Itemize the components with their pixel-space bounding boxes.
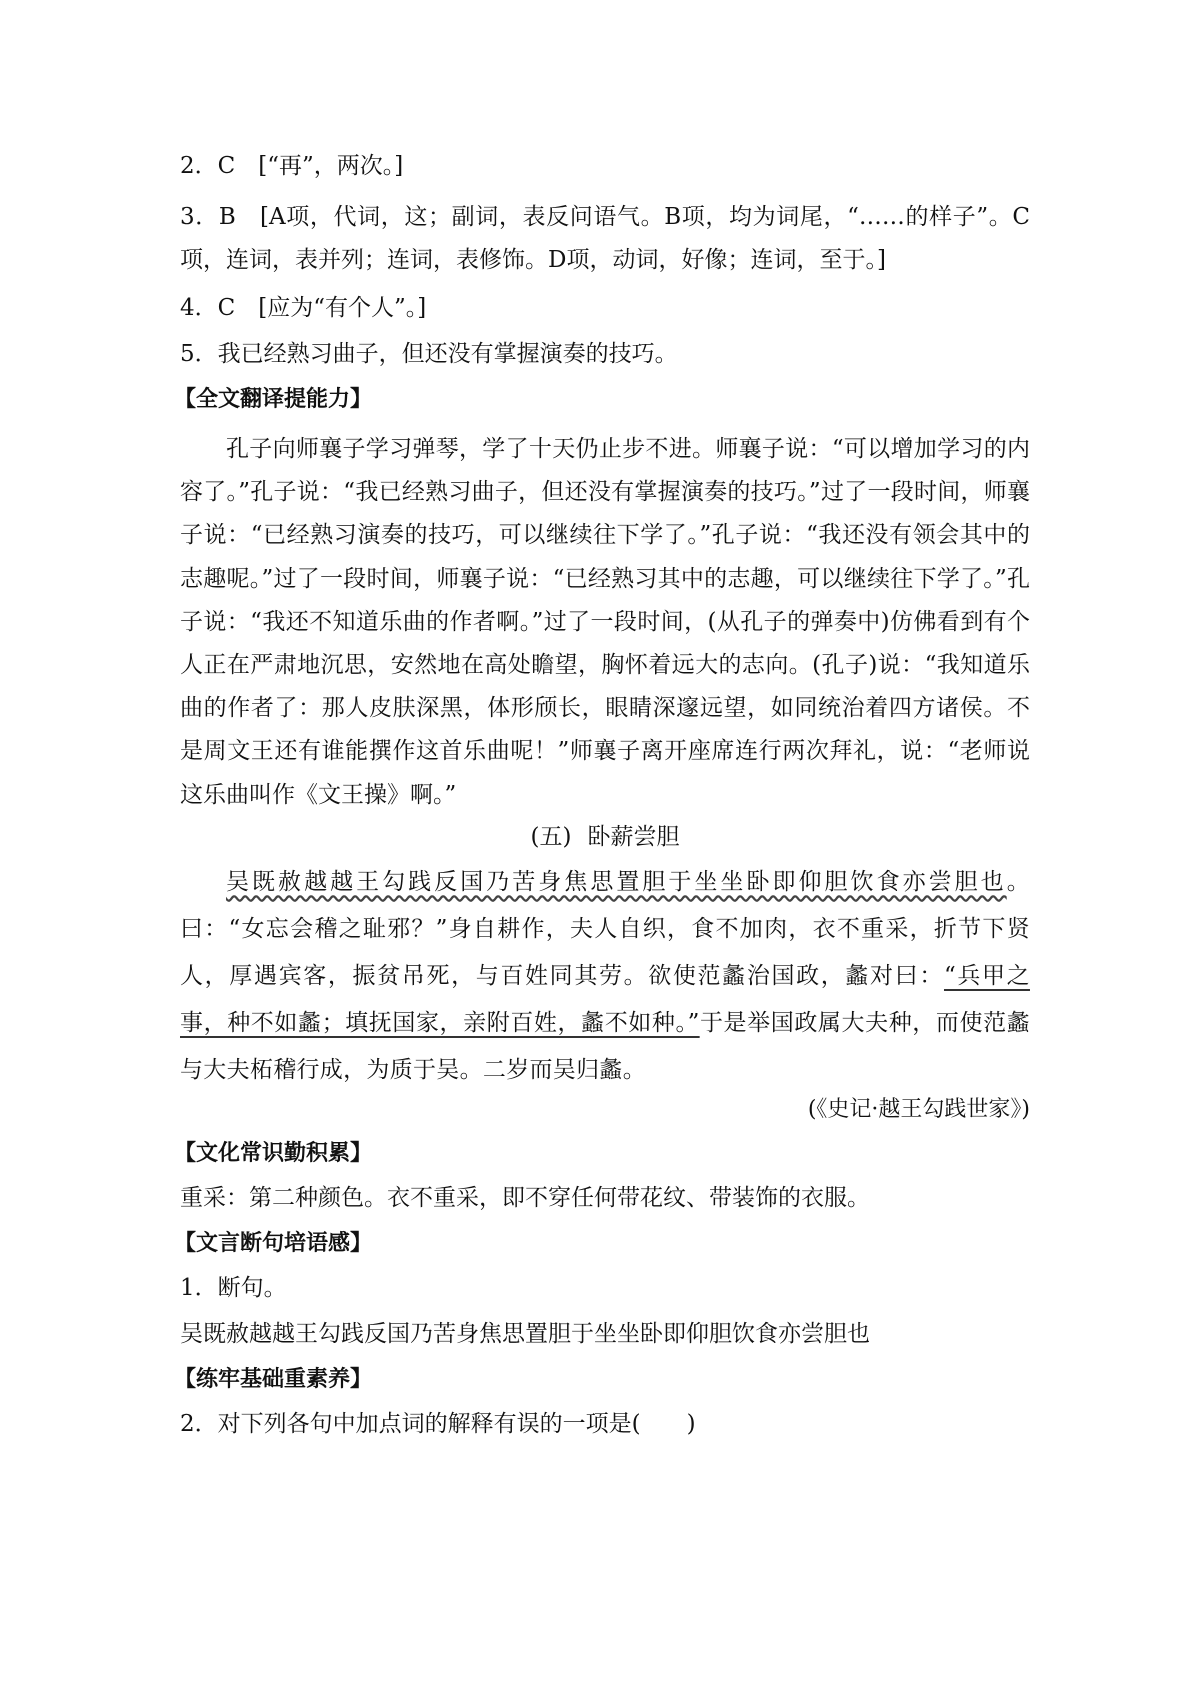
answer-4: 4．C [应为“有个人”。] [180, 295, 427, 321]
section-title [180, 821, 1030, 853]
classical-passage [180, 859, 1030, 1094]
punctuation-q1-text: 吴既赦越越王勾践反国乃苦身焦思置胆于坐坐卧即仰胆饮食亦尝胆也 [180, 1320, 870, 1347]
punctuation-heading: 【文言断句培语感】 [174, 1230, 373, 1256]
answer-5: 5．我已经熟习曲子，但还没有掌握演奏的技巧。 [180, 341, 678, 367]
punctuation-q1: 1．断句。 [180, 1274, 287, 1301]
passage-part-2: 于是举国政属大夫种，而使范蠡与大夫柘稽行成，为质于吴。二岁而吴归蠡。 [180, 1009, 1030, 1083]
translation-heading: 【全文翻译提能力】 [174, 387, 373, 412]
basics-heading: 【练牢基础重素养】 [174, 1366, 373, 1392]
answer-3: 3．B [A项，代词，这；副词，表反问语气。B项，均为词尾，“……的样子”。C项，连词，表并列；连词，表修饰。D项，动词，好像；连词，至于。] [180, 204, 1030, 273]
passage-source: (《史记·越王勾践世家》) [807, 1096, 1030, 1122]
document-page [174, 150, 1030, 1454]
passage-underlined-segment: “兵甲之事，种不如蠡；填抚国家，亲附百姓，蠡不如种。” [180, 962, 1030, 1036]
passage-part-1: 。曰：“女忘会稽之耻邪？”身自耕作，夫人自织，食不加肉，衣不重采，折节下贤人，厚遇宾客，振贫吊死，与百姓同其劳。欲使范蠡治国政，蠡对曰： [180, 868, 1030, 989]
passage-wavy-segment: 吴既赦越越王勾践反国乃苦身焦思置胆于坐坐卧即仰胆饮食亦尝胆也 [226, 868, 1007, 895]
answer-2: 2．C [“再”，两次。] [180, 153, 404, 179]
section-name: 卧薪尝胆 [587, 823, 680, 850]
section-number: (五) [530, 823, 572, 850]
translation-text: 孔子向师襄子学习弹琴，学了十天仍止步不进。师襄子说：“可以增加学习的内容了。”孔子说：“我已经熟习曲子，但还没有掌握演奏的技巧。”过了一段时间，师襄子说：“已经熟习演奏的技巧，可以继续往下学了。”孔子说：“我还没有领会其中的志趣呢。”过了一段时间，师襄子说：“已经熟习其中的志趣，可以继续往下学了。”孔子说：“我还不知道乐曲的作者啊。”过了一段时间，(从孔子的弹奏中)仿佛看到有个人正在严肃地沉思，安然地在高处瞻望，胸怀着远大的志向。(孔子)说：“我知道乐曲的作者了：那人皮肤深黑，体形颀长，眼睛深邃远望，如同统治着四方诸侯。不是周文王还有谁能撰作这首乐曲呢！”师襄子离开座席连行两次拜礼，说：“老师说这乐曲叫作《文王操》啊。” [180, 436, 1030, 808]
culture-heading: 【文化常识勤积累】 [174, 1140, 373, 1166]
culture-text: 重采：第二种颜色。衣不重采，即不穿任何带花纹、带装饰的衣服。 [180, 1184, 870, 1211]
basics-q2: 2．对下列各句中加点词的解释有误的一项是( ) [180, 1410, 696, 1437]
